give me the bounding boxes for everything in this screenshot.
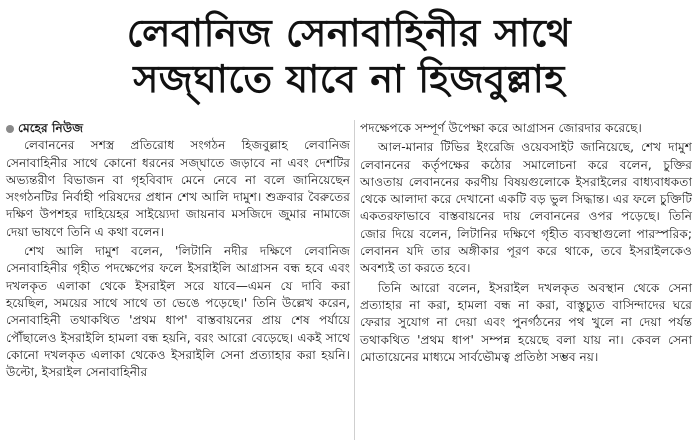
headline-line-2: সজ্ঘাতে যাবে না হিজবুল্লাহ: [133, 57, 565, 101]
paragraph: লেবাননের সশস্ত্র প্রতিরোধ সংগঠন হিজবুল্লাহ লেবানিজ সেনাবাহিনীর সাথে কোনো ধরনের সজ্ঘাতে জড়াবে না এবং দেশটির অভ্যন্তরীণ বিভাজন বা গৃহবিবাদ মেনে নেবে না বলে জানিয়েছেন সংগঠনটির নির্বাহী পরিষদের প্রধান শেখ আলি দামুশ। শুক্রবার বৈরুতের দক্ষিণ উপশহর দাহিয়েহর সাইয়্যেদা জায়নাব মসজিদে জুমার নামাজে দেয়া ভাষণে তিনি এ কথা বলেন।: [6, 138, 350, 239]
byline-text: মেহের নিউজ: [18, 121, 84, 135]
paragraph: পদক্ষেপকে সম্পূর্ণ উপেক্ষা করে আগ্রাসন জোরদার করেছে।: [360, 121, 642, 135]
paragraph: তিনি আরো বলেন, ইসরাইল দখলকৃত অবস্থান থেকে সেনা প্রত্যাহার না করা, হামলা বন্ধ না করা, বাস্তুচ্যুত বাসিন্দাদের ঘরে ফেরার সুযোগ না দেয়া এবং পুনর্গঠনের পথ খুলে না দেয়া পর্যন্ত তথাকথিত 'প্রথম ধাপ' সম্পন্ন হয়েছে বলা যায় না। কেবল সেনা মোতায়েনের মাধ্যমে সার্বভৌমত্ব প্রতিষ্ঠা সম্ভব নয়।: [360, 280, 692, 364]
paragraph: শেখ আলি দামুশ বলেন, 'লিটানি নদীর দক্ষিণে লেবানিজ সেনাবাহিনীর গৃহীত পদক্ষেপের ফলে ইসরাইলি আগ্রাসন বন্ধ হবে এবং দখলকৃত এলাকা থেকে ইসরাইল সরে যাবে—এমন যে দাবি করা হয়েছিল, সময়ের সাথে সাথে তা ভেঙে পড়েছে।' তিনি উল্লেখ করেন, সেনাবাহিনী তথাকথিত 'প্রথম ধাপ' বাস্তবায়নের প্রায় শেষ পর্যায়ে পৌঁছালেও ইসরাইলি হামলা বন্ধ হয়নি, বরং আরো বেড়েছে। একই সাথে কোনো দখলকৃত এলাকা থেকেও ইসরাইলি সেনা প্রত্যাহার করা হয়নি। উল্টো, ইসরাইল সেনাবাহিনীর: [6, 244, 350, 380]
headline-line-1: লেবানিজ সেনাবাহিনীর সাথে: [126, 11, 572, 55]
article-column-right: [360, 120, 692, 368]
paragraph: আল-মানার টিভির ইংরেজি ওয়েবসাইট জানিয়েছে, শেখ দামুশ লেবাননের কর্তৃপক্ষের কঠোর সমালোচনা করে বলেন, চুক্তির আওতায় লেবাননের করণীয় বিষয়গুলোকে ইসরাইলের বাধ্যবাধকতা থেকে আলাদা করে দেখানো একটি বড় ভুল সিদ্ধান্ত। এর ফলে চুক্তিটি একতরফাভাবে বাস্তবায়নের দায় লেবাননের ওপর পড়েছে। তিনি জোর দিয়ে বলেন, লিটানির দক্ষিণে গৃহীত ব্যবস্থাগুলো পারস্পরিক; লেবানন যদি তার অঙ্গীকার পূরণ করে থাকে, তবে ইসরাইলকেও অবশ্যই তা করতে হবে।: [360, 140, 692, 276]
bullet-icon: [6, 125, 14, 133]
article-column-left: [6, 120, 350, 383]
headline: [0, 10, 698, 102]
column-divider: [354, 120, 355, 440]
byline: [6, 120, 350, 137]
